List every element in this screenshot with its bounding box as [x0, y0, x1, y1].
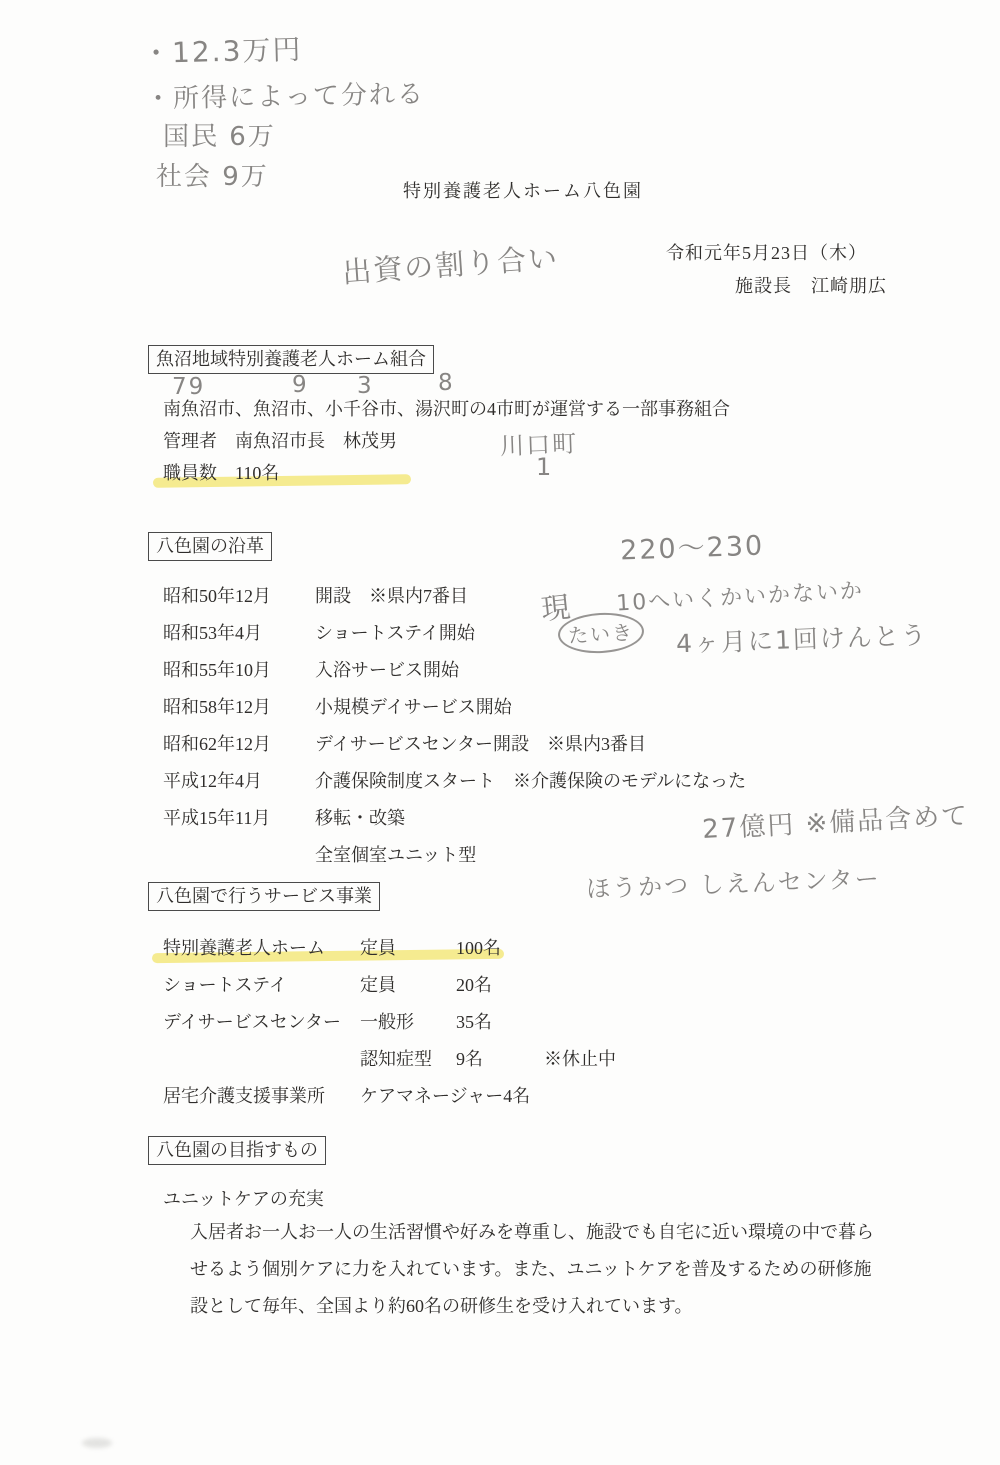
- document-date: 令和元年5月23日（木）: [666, 243, 867, 263]
- table-row: [163, 689, 746, 726]
- pencil-cost: 27億円 ※備品含めて: [701, 801, 970, 845]
- document-signer: 施設長 江崎朋広: [735, 276, 887, 296]
- service-capacity: 100名: [456, 938, 501, 958]
- kumiai-manager-line: 管理者 南魚沼市長 林茂男: [163, 431, 397, 451]
- pencil-houkatsu: ほうかつ しえんセンター: [585, 864, 882, 904]
- table-row: [163, 1004, 616, 1041]
- enkaku-event: 介護保険制度スタート ※介護保険のモデルになった: [315, 771, 747, 791]
- mezasu-subheading: ユニットケアの充実: [163, 1189, 324, 1209]
- service-name: デイサービスセンター: [163, 1012, 342, 1032]
- section-heading-enkaku: 八色園の沿革: [148, 532, 272, 561]
- pencil-note-income: ・所得によって分れる: [144, 79, 426, 115]
- section-heading-service: 八色園で行うサービス事業: [148, 882, 380, 911]
- section-heading-mezasu: 八色園の目指すもの: [148, 1136, 326, 1165]
- pencil-note-price: ・12.3万円: [141, 32, 303, 71]
- table-row: [163, 800, 746, 837]
- pencil-note-share-ratio: 出資の割り合い: [341, 240, 561, 290]
- enkaku-table: [163, 578, 746, 874]
- enkaku-date: 昭和50年12月: [163, 586, 271, 606]
- table-row: [163, 1041, 616, 1078]
- enkaku-date: 平成12年4月: [163, 771, 262, 791]
- mezasu-paragraph: 入居者お一人お一人の生活習慣や好みを尊重し、施設でも自宅に近い環境の中で暮らせるよう個別ケアに力を入れています。また、ユニットケアを普及するための研修施設として毎年、全国より約60名の研修生を受け入れています。: [190, 1222, 874, 1316]
- pencil-note-kokumin: 国民 6万: [163, 122, 276, 152]
- service-name: ショートステイ: [163, 975, 287, 995]
- pencil-num-ojiya: 3: [357, 373, 374, 399]
- enkaku-event: 全室個室ユニット型: [315, 845, 477, 865]
- pencil-num-uonuma: 9: [292, 372, 309, 398]
- enkaku-date: 昭和53年4月: [163, 623, 262, 643]
- enkaku-event: デイサービスセンター開設 ※県内3番目: [315, 734, 647, 754]
- kumiai-staff-line: 職員数 110名: [163, 463, 280, 483]
- pencil-taiki-label: たいき: [557, 611, 645, 655]
- table-row: [163, 652, 746, 689]
- service-capacity: [456, 1078, 544, 1115]
- pencil-kawaguchi-num: 1: [536, 453, 554, 481]
- pencil-num-yuzawa: 8: [438, 370, 455, 396]
- service-name: 居宅介護支援事業所: [163, 1086, 325, 1106]
- table-row: [163, 930, 616, 967]
- pencil-kento: 4ヶ月に1回けんとう: [675, 620, 929, 659]
- service-name: 特別養護老人ホーム: [163, 938, 325, 958]
- pencil-gen: 現: [539, 589, 574, 627]
- service-table: [163, 930, 616, 1115]
- service-capacity: 35名: [456, 1012, 492, 1032]
- table-row: [163, 967, 616, 1004]
- table-row: [163, 763, 746, 800]
- pencil-num-minamiuonuma: 79: [172, 374, 206, 400]
- enkaku-date: [163, 837, 315, 874]
- table-row: [163, 1078, 616, 1115]
- enkaku-event: 開設 ※県内7番目: [315, 586, 468, 606]
- pencil-note-shakai: 社会 9万: [156, 162, 269, 192]
- enkaku-date: 昭和62年12月: [163, 734, 271, 754]
- table-row: [163, 726, 746, 763]
- table-row: [163, 615, 746, 652]
- service-capacity: 9名: [456, 1049, 483, 1069]
- enkaku-event: ショートステイ開始: [315, 623, 475, 643]
- service-capacity: 20名: [456, 975, 492, 995]
- service-type: ケアマネージャー4名: [360, 1086, 531, 1106]
- scan-smudge: [82, 1438, 112, 1448]
- service-name: [163, 1041, 360, 1078]
- pencil-ikuka: 10へいくかいかないか: [615, 578, 865, 617]
- service-type: 認知症型: [360, 1049, 432, 1069]
- enkaku-event: 小規模デイサービス開始: [315, 697, 512, 717]
- service-type: 定員: [360, 938, 396, 958]
- pencil-kawaguchi: 川口町: [499, 429, 579, 461]
- service-type: 一般形: [360, 1012, 414, 1032]
- enkaku-date: 昭和55年10月: [163, 660, 271, 680]
- service-type: 定員: [360, 975, 396, 995]
- kumiai-members-line: 南魚沼市、魚沼市、小千谷市、湯沢町の4市町が運営する一部事務組合: [163, 399, 730, 419]
- section-heading-kumiai: 魚沼地域特別養護老人ホーム組合: [148, 345, 434, 374]
- enkaku-date: 平成15年11月: [163, 808, 271, 828]
- enkaku-event: 移転・改築: [315, 808, 405, 828]
- service-note: ※休止中: [544, 1049, 616, 1069]
- enkaku-event: 入浴サービス開始: [315, 660, 459, 680]
- enkaku-date: 昭和58年12月: [163, 697, 271, 717]
- pencil-taiki-circled: [557, 611, 645, 655]
- pencil-wait-range: 220〜230: [619, 530, 765, 567]
- document-title: 特別養護老人ホーム八色園: [403, 181, 643, 201]
